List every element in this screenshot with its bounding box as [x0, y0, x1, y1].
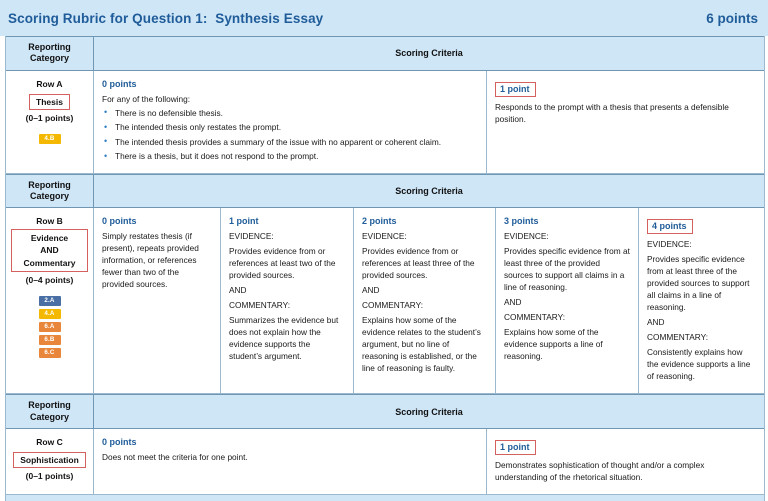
criteria-paragraph: Provides evidence from or references at least three of the provided sources.: [362, 246, 475, 281]
table-row: [6, 429, 764, 495]
row-name-highlight: Sophistication: [13, 452, 86, 468]
criteria-cell: [487, 71, 764, 173]
row-points-range: (0–4 points): [25, 275, 74, 286]
criteria-columns: [94, 208, 764, 393]
row-label: Row A: [36, 78, 63, 89]
header-reporting-category: Reporting Category: [6, 37, 94, 70]
criteria-paragraph: Explains how some of the evidence relates to the student’s argument, but no line of reasoning is established, or the line of reasoning is faulty.: [362, 315, 481, 374]
reporting-category-cell-row-a: [6, 71, 94, 173]
row-label: Row C: [36, 436, 63, 447]
criteria-cell: [487, 429, 764, 494]
row-label: Row B: [36, 216, 63, 227]
bottom-strip: [5, 495, 765, 501]
criteria-bullet-list: [102, 107, 478, 163]
criteria-paragraph: COMMENTARY:: [229, 300, 291, 311]
skill-badge-list: [9, 134, 90, 144]
header-scoring-criteria: Scoring Criteria: [395, 48, 463, 59]
skill-badge: 2.A: [39, 296, 61, 306]
criteria-paragraph: EVIDENCE:: [504, 231, 549, 242]
row-points-range: (0–1 points): [25, 112, 74, 123]
criteria-paragraph: Provides specific evidence from at least three of the provided sources to support all claims in a line of reasoning.: [504, 246, 630, 293]
criteria-columns: [94, 71, 764, 173]
criteria-intro: For any of the following:: [102, 93, 191, 104]
table-row: [6, 71, 764, 174]
criteria-cell: [639, 208, 764, 393]
criteria-paragraph: Provides evidence from or references at least two of the provided sources.: [229, 246, 336, 281]
column-header-band: [6, 36, 764, 71]
criteria-cell: [354, 208, 496, 393]
points-label: 3 points: [504, 216, 539, 227]
criteria-paragraph: EVIDENCE:: [229, 231, 274, 242]
list-item: • There is no defensible thesis.: [115, 107, 478, 119]
skill-badge: 4.A: [39, 309, 61, 319]
rubric-table: [5, 36, 765, 495]
criteria-paragraph: Demonstrates sophistication of thought and/or a complex understanding of the rhetorical situation.: [495, 459, 705, 482]
header-reporting-category: Reporting Category: [6, 395, 94, 428]
skill-badge: 6.C: [39, 348, 61, 358]
criteria-cell: [94, 208, 221, 393]
points-label: 1 point: [229, 216, 259, 227]
points-label: 2 points: [362, 216, 397, 227]
skill-badge-list: [9, 296, 90, 358]
points-label: 0 points: [102, 78, 137, 89]
criteria-paragraph: COMMENTARY:: [647, 332, 709, 343]
points-label: 1 point: [495, 82, 536, 97]
total-points: 6 points: [706, 10, 758, 26]
row-name-highlight: Evidence AND Commentary: [11, 229, 88, 272]
criteria-paragraph: Consistently explains how the evidence supports a line of reasoning.: [647, 347, 751, 382]
criteria-paragraph: COMMENTARY:: [504, 312, 566, 323]
criteria-paragraph: AND: [647, 317, 665, 328]
criteria-cell: [221, 208, 354, 393]
criteria-paragraph: Explains how some of the evidence supports a line of reasoning.: [504, 327, 603, 362]
criteria-cell: [94, 429, 487, 494]
criteria-paragraph: Simply restates thesis (if present), repeats provided information, or references fewer than two of the provided sources.: [102, 231, 199, 290]
row-points-range: (0–1 points): [25, 471, 74, 482]
criteria-paragraph: AND: [229, 285, 247, 296]
points-label: 0 points: [102, 216, 137, 227]
header-scoring-criteria: Scoring Criteria: [395, 185, 463, 196]
table-row: [6, 208, 764, 394]
skill-badge: 6.A: [39, 322, 61, 332]
criteria-cell: [94, 71, 487, 173]
skill-badge: 6.B: [39, 335, 61, 345]
column-header-band: [6, 394, 764, 429]
list-item: • There is a thesis, but it does not respond to the prompt.: [115, 150, 478, 162]
row-name-highlight: Thesis: [29, 94, 70, 110]
header-scoring-criteria: Scoring Criteria: [395, 406, 463, 417]
column-header-band: [6, 174, 764, 209]
criteria-paragraph: AND: [504, 297, 522, 308]
points-label: 0 points: [102, 436, 137, 447]
header-reporting-category: Reporting Category: [6, 175, 94, 208]
page-title: Scoring Rubric for Question 1: Synthesis Essay: [8, 10, 324, 26]
reporting-category-cell-row-c: [6, 429, 94, 494]
rubric-title-band: [0, 0, 768, 36]
list-item: • The intended thesis provides a summary of the issue with no apparent or coherent claim.: [115, 136, 478, 148]
criteria-paragraph: Summarizes the evidence but does not explain how the evidence supports the student’s argument.: [229, 315, 339, 362]
points-label: 4 points: [647, 219, 693, 234]
criteria-cell: [496, 208, 639, 393]
criteria-paragraph: AND: [362, 285, 380, 296]
skill-badge: 4.B: [39, 134, 61, 144]
criteria-paragraph: EVIDENCE:: [362, 231, 407, 242]
criteria-columns: [94, 429, 764, 494]
points-label: 1 point: [495, 440, 536, 455]
reporting-category-cell-row-b: [6, 208, 94, 393]
criteria-paragraph: Responds to the prompt with a thesis that presents a defensible position.: [495, 101, 729, 124]
criteria-paragraph: EVIDENCE:: [647, 239, 692, 250]
list-item: • The intended thesis only restates the prompt.: [115, 121, 478, 133]
criteria-paragraph: Provides specific evidence from at least three of the provided sources to support all claims in a line of reasoning.: [647, 254, 750, 313]
criteria-paragraph: COMMENTARY:: [362, 300, 424, 311]
criteria-paragraph: Does not meet the criteria for one point.: [102, 451, 248, 462]
